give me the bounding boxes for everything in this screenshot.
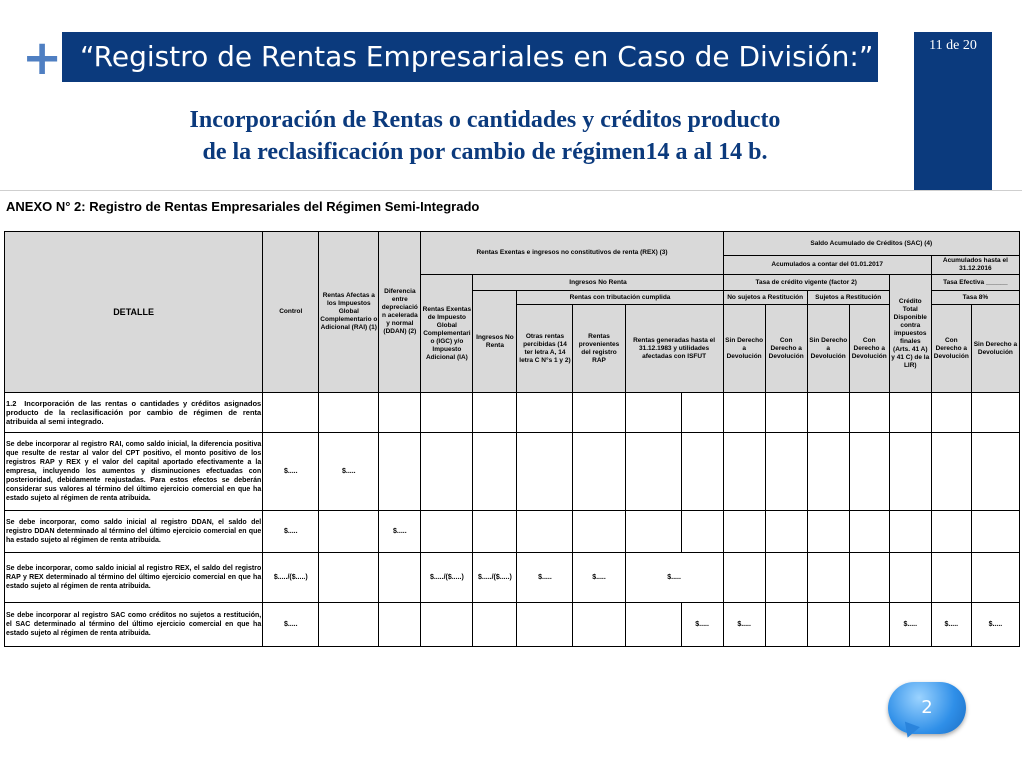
header-acum-desde: Acumulados a contar del 01.01.2017 (723, 256, 931, 275)
value-rex-control: $...../($.....) (263, 553, 319, 603)
value-sac-con-derecho: $..... (723, 603, 765, 647)
value-sac-tasa8: $..... (971, 603, 1019, 647)
header-rentas-generadas: Rentas generadas hasta el 31.12.1983 y utilidades afectadas con ISFUT (625, 305, 723, 393)
value-sac-hasta-con: $..... (889, 603, 931, 647)
value-sac-hasta-sin: $..... (931, 603, 971, 647)
header-sin-derecho-1: Sin Derecho a Devolución (723, 305, 765, 393)
header-tasa-vigente: Tasa de crédito vigente (factor 2) (723, 275, 889, 291)
header-sin-derecho-3: Sin Derecho a Devolución (971, 305, 1019, 393)
annex-table (4, 231, 1020, 647)
value-ddan-control: $..... (263, 511, 319, 553)
detail-paragraph-rex: Se debe incorporar, como saldo inicial al registro REX, el saldo del registro RAP y REX determinado al término del último ejercicio comercial en que ha estado sujeto al régimen de renta atribuida. (5, 553, 263, 603)
header-sujetos: Sujetos a Restitución (807, 291, 889, 305)
header-rai: Rentas Afectas a los Impuestos Global Complementario o Adicional (RAI) (1) (319, 232, 379, 393)
header-sin-derecho-2: Sin Derecho a Devolución (807, 305, 849, 393)
header-tasa-efectiva: Tasa Efectiva ______ (931, 275, 1019, 291)
value-rex-exentas: $...../($.....) (421, 553, 473, 603)
subtitle-line-2: de la reclasificación por cambio de régimen14 a al 14 b. (202, 139, 768, 165)
row-title-cell (5, 393, 263, 433)
value-sac-sin-derecho: $..... (681, 603, 723, 647)
header-rentas-trib-cumplida: Rentas con tributación cumplida (517, 291, 723, 305)
header-tasa-8: Tasa 8% (931, 291, 1019, 305)
value-ddan: $..... (379, 511, 421, 553)
annex-title: ANEXO N° 2: Registro de Rentas Empresariales del Régimen Semi-Integrado (6, 199, 480, 214)
value-rex-otras: $..... (517, 553, 573, 603)
plus-icon: + (22, 30, 63, 86)
subtitle-line-1: Incorporación de Rentas o cantidades y créditos producto (189, 107, 781, 133)
value-rex-generadas: $..... (625, 553, 723, 603)
detail-paragraph-ddan: Se debe incorporar, como saldo inicial al registro DDAN, el saldo del registro DDAN determinado al término del último ejercicio comercial en que ha estado sujeto al régimen de renta atribuida. (5, 511, 263, 553)
header-con-derecho-1: Con Derecho a Devolución (765, 305, 807, 393)
header-ingresos-no-renta-group: Ingresos No Renta (473, 275, 723, 291)
value-rex-ingresos: $...../($.....) (473, 553, 517, 603)
header-otras-rentas: Otras rentas percibidas (14 ter letra A, 14 letra C N°s 1 y 2) (517, 305, 573, 393)
header-credito-total-1: Crédito Total Disponible contra impuestos finales (Arts. 41 A) y 41 C) de la LIR) (889, 275, 931, 393)
header-rex-group: Rentas Exentas e ingresos no constitutivos de renta (REX) (3) (421, 232, 723, 275)
header-rentas-rap: Rentas provenientes del registro RAP (573, 305, 625, 393)
detail-paragraph-sac: Se debe incorporar al registro SAC como créditos no sujetos a restitución, el SAC determinado al término del último ejercicio comercial en que ha estado sujeto al régimen de renta atribuida. (5, 603, 263, 647)
slide-title: “Registro de Rentas Empresariales en Caso de División:” (62, 32, 878, 82)
header-ddan: Diferencia entre depreciación acelerada y normal (DDAN) (2) (379, 232, 421, 393)
value-rai: $..... (319, 433, 379, 511)
page-indicator: 11 de 20 (929, 38, 977, 53)
row-number: 1.2 (6, 399, 17, 408)
annex-image (0, 190, 1022, 661)
header-acum-hasta: Acumulados hasta el 31.12.2016 (931, 256, 1019, 275)
slide-subtitle (60, 104, 910, 168)
value-rai-control: $..... (263, 433, 319, 511)
side-accent-bar (914, 32, 992, 190)
header-rentas-exentas: Rentas Exentas de Impuesto Global Complementario (IGC) y/o Impuesto Adicional (IA) (421, 275, 473, 393)
header-ingresos-no-renta: Ingresos No Renta (473, 291, 517, 393)
slide-number-bubble: 2 (888, 682, 966, 734)
value-sac-control: $..... (263, 603, 319, 647)
header-sac-group: Saldo Acumulado de Créditos (SAC) (4) (723, 232, 1019, 256)
row-title: Incorporación de las rentas o cantidades y créditos asignados producto de la reclasificación por cambio de régimen de renta atribuida al semi integrado. (6, 399, 262, 426)
detail-paragraph-rai: Se debe incorporar al registro RAI, como saldo inicial, la diferencia positiva que resulte de restar al valor del CPT positivo, el monto positivo de los registros RAP y REX y el valor del capital aportado efectivamente a la empresa, incluyendo los aumentos y disminuciones efectuadas con posterioridad, debidamente reajustadas. Para estos efectos se deberán considerar sus valores al término del último ejercicio comercial en que ha estado sujeto al régimen de renta atribuida. (5, 433, 263, 511)
header-con-derecho-3: Con Derecho a Devolución (931, 305, 971, 393)
annex-cutout (228, 656, 330, 662)
header-detalle: DETALLE (5, 232, 263, 393)
header-control: Control (263, 232, 319, 393)
header-no-sujetos: No sujetos a Restitución (723, 291, 807, 305)
header-con-derecho-2: Con Derecho a Devolución (849, 305, 889, 393)
value-rex-rap: $..... (573, 553, 625, 603)
